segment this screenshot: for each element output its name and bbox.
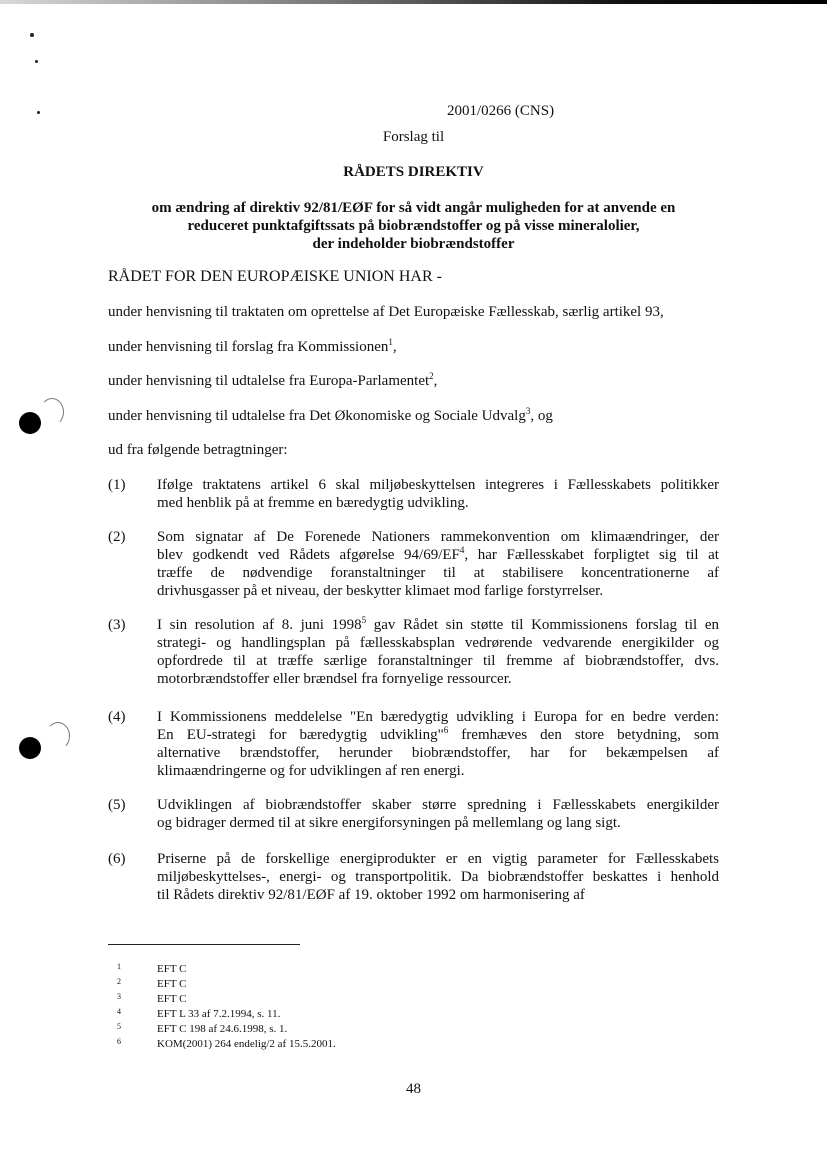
footnote-number: 2 xyxy=(117,977,121,986)
footnote-ref: 4 xyxy=(459,545,465,555)
recital-line: med henblik på at fremme en bæredygtig udvikling. xyxy=(157,495,469,511)
recital-line: Ifølge traktatens artikel 6 skal miljøbeskyttelsen integreres i Fællesskabets politikker xyxy=(157,477,719,493)
subtitle-line: der indeholder biobrændstoffer xyxy=(312,236,515,252)
document-title: RÅDETS DIREKTIV xyxy=(343,164,484,180)
footnote-ref: 2 xyxy=(429,371,434,381)
recital-line: Som signatar af De Forenede Nationers rammekonvention om klimaændringer, der xyxy=(157,529,719,545)
page-number: 48 xyxy=(406,1081,421,1097)
footnote-ref: 3 xyxy=(525,406,531,416)
recital-text xyxy=(157,616,719,688)
recital-line: drivhusgasser på et niveau, der beskytter klimaet mod farlige forstyrrelser. xyxy=(157,583,604,599)
recital-number: (6) xyxy=(108,851,126,867)
footnote-number: 6 xyxy=(117,1037,121,1046)
recital-text xyxy=(157,528,719,600)
whereas-intro: ud fra følgende betragtninger: xyxy=(108,442,288,458)
recital-line: I Kommissionens meddelelse "En bæredygtig udvikling i Europa for en bedre verden: xyxy=(157,709,719,725)
scan-top-edge xyxy=(0,0,827,4)
recital-line: alternative brændstoffer, herunder biobrændstoffer, har for bekæmpelsen af xyxy=(157,745,719,761)
footnote-ref: 1 xyxy=(388,337,393,347)
punch-hole-outline xyxy=(46,722,70,750)
footnote-text: EFT C xyxy=(157,993,187,1005)
footnote-ref: 5 xyxy=(361,615,367,625)
recital-line: opfordrede til at træffe særlige foranstaltninger til fremme af biobrændstoffer, dvs. xyxy=(157,653,719,669)
recital-number: (1) xyxy=(108,477,126,493)
subtitle-line: om ændring af direktiv 92/81/EØF for så vidt angår muligheden for at anvende en xyxy=(151,200,676,216)
footnote-number: 5 xyxy=(117,1022,121,1031)
recital-line: motorbrændstoffer eller brændsel fra fornyelige ressourcer. xyxy=(157,671,512,687)
punch-hole-outline xyxy=(40,398,64,426)
footnote-number: 3 xyxy=(117,992,121,1001)
scan-speck xyxy=(30,33,34,37)
recital-text xyxy=(157,796,719,832)
citation: under henvisning til udtalelse fra Europa-Parlamentet$^2$, xyxy=(108,371,438,389)
recital-line: til Rådets direktiv 92/81/EØF af 19. oktober 1992 om harmonisering af xyxy=(157,887,585,903)
recital-line: miljøbeskyttelses-, energi- og transportpolitik. Da biobrændstoffer beskattes i henhold xyxy=(157,869,719,885)
punch-hole-mark xyxy=(19,412,41,434)
footnote-text: EFT L 33 af 7.2.1994, s. 11. xyxy=(157,1008,281,1020)
recital-line: klimaændringerne og for udviklingen af ren energi. xyxy=(157,763,465,779)
citation: under henvisning til forslag fra Kommissionen$^1$, xyxy=(108,337,397,355)
footnote-number: 1 xyxy=(117,962,121,971)
footnote-text: KOM(2001) 264 endelig/2 af 15.5.2001. xyxy=(157,1038,336,1050)
footnote-text: EFT C xyxy=(157,978,187,990)
subtitle-line: reduceret punktafgiftssats på biobrændstoffer og på visse mineralolier, xyxy=(187,218,640,234)
recital-line: blev godkendt ved Rådets afgørelse $94/69/EF^4$, har Fællesskabet forpligtet sig til at xyxy=(157,545,719,563)
recital-text xyxy=(157,708,719,780)
footnote-separator xyxy=(108,944,300,945)
recital-line: træffe de nødvendige foranstaltninger til at stabilisere koncentrationerne af xyxy=(157,565,719,581)
recital-line: I sin resolution af 8. juni 1998$^5$ gav Rådet sin støtte til Kommissionens forslag til en xyxy=(157,615,720,633)
recital-line: Udviklingen af biobrændstoffer skaber større spredning i Fællesskabets energikilder xyxy=(157,797,719,813)
recital-number: (2) xyxy=(108,529,126,545)
punch-hole-mark xyxy=(19,737,41,759)
recital-number: (3) xyxy=(108,617,126,633)
footnote-ref: 6 xyxy=(443,725,449,735)
recital-number: (5) xyxy=(108,797,126,813)
footnote-text: EFT C xyxy=(157,963,187,975)
recital-line: En EU-strategi for bæredygtig udvikling"$^6$ fremhæves den store betydning, som xyxy=(157,725,719,743)
footnote-text: EFT C 198 af 24.6.1998, s. 1. xyxy=(157,1023,288,1035)
citation: under henvisning til traktaten om oprettelse af Det Europæiske Fællesskab, særlig artikel 93, xyxy=(108,304,664,320)
recital-line: strategi- og handlingsplan på fællesskabsplan vedrørende vedvarende energikilder og xyxy=(157,635,719,651)
recital-number: (4) xyxy=(108,709,126,725)
citation: under henvisning til udtalelse fra Det Økonomiske og Sociale Udvalg$^3$, og xyxy=(108,406,553,424)
scan-speck xyxy=(37,111,40,114)
recital-text xyxy=(157,476,719,512)
footnote-number: 4 xyxy=(117,1007,121,1016)
recital-text xyxy=(157,850,719,904)
recital-line: Priserne på de forskellige energiprodukter er en vigtig parameter for Fællesskabets xyxy=(157,851,719,867)
preamble-opening: RÅDET FOR DEN EUROPÆISKE UNION HAR - xyxy=(108,268,442,285)
scan-speck xyxy=(35,60,38,63)
proposal-label: Forslag til xyxy=(382,129,445,145)
document-reference: 2001/0266 (CNS) xyxy=(447,103,555,119)
recital-line: og bidrager dermed til at sikre energiforsyningen på mellemlang og lang sigt. xyxy=(157,815,621,831)
